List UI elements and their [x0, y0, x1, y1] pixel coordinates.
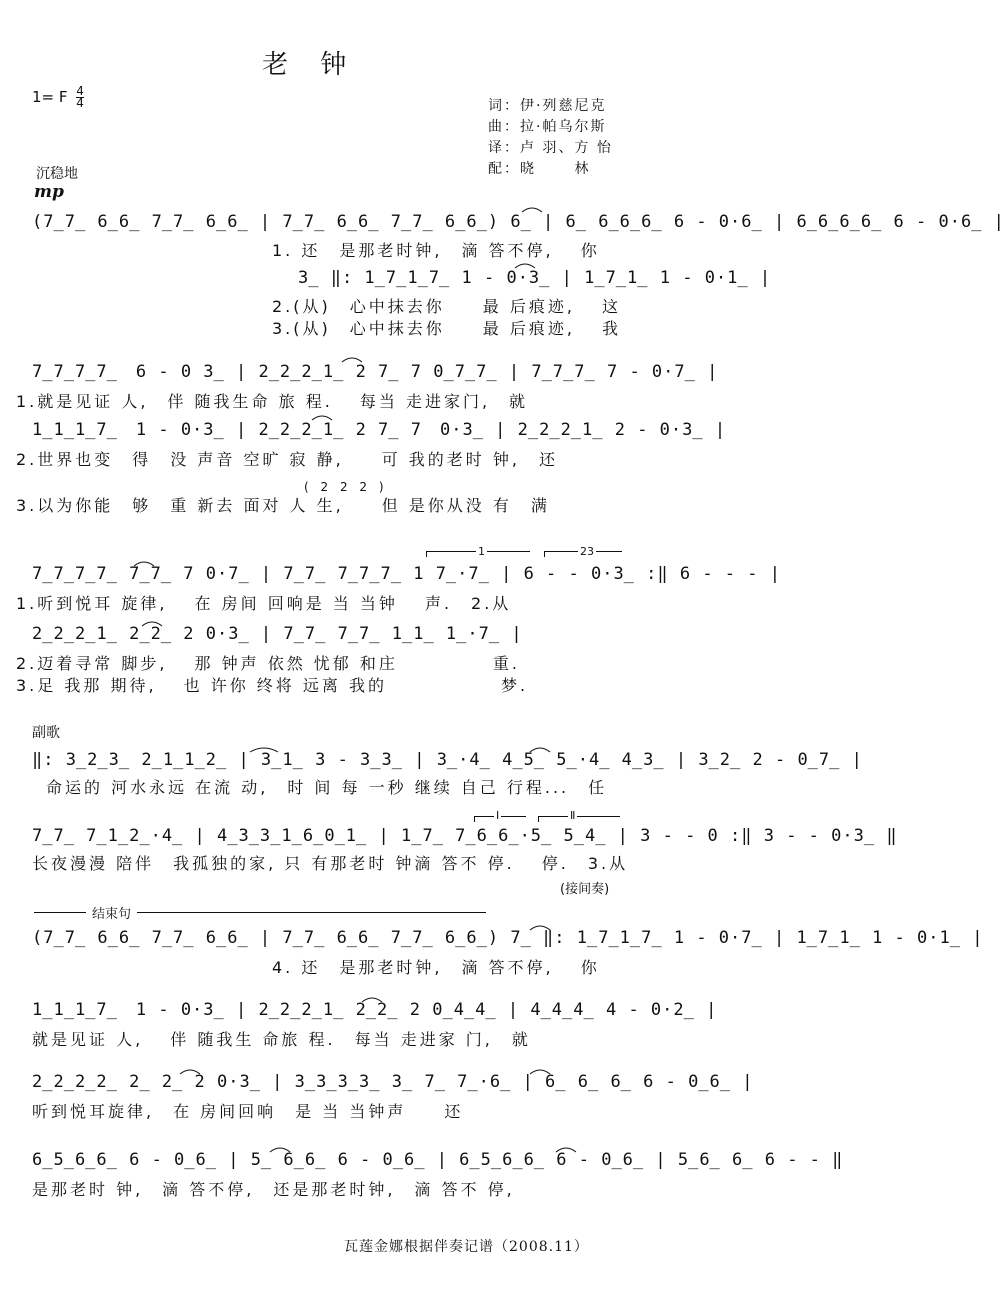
slur — [342, 358, 362, 362]
slur — [530, 926, 550, 930]
slur — [180, 1070, 200, 1074]
lyric-line: 听到悦耳旋律, 在 房间回响 是 当 当钟声 还 — [32, 1102, 464, 1121]
slur — [556, 1148, 576, 1152]
notation-line: 3̲ ‖: 1̲7̲1̲7̲ 1 - 0·3̲ | 1̲7̲1̲ 1 - 0·1̲ | — [298, 268, 772, 288]
ending-2-numeral: Ⅱ — [570, 809, 576, 822]
ending-1-numeral: Ⅰ — [496, 809, 500, 822]
page-title: 老 钟 — [262, 50, 359, 80]
credit-arrangement: 配：晓 林 — [488, 161, 591, 177]
time-denominator: 4 — [76, 96, 84, 110]
credit-translation: 译：卢 羽、方 怡 — [488, 140, 613, 156]
lyric-alternate-notes: ( 2 2 2 ) — [304, 480, 388, 494]
notation-line: 7̲7̲7̲7̲ 7̲7̲ 7 0·7̲ | 7̲7̲ 7̲7̲7̲ 1 7̲·7̲ | 6 - - 0·3̲ :‖ 6 - - - | — [32, 564, 781, 584]
notation-line: ‖: 3̲2̲3̲ 2̲1̲1̲2̲ | 3̲1̲ 3 - 3̲3̲ | 3̲·4̲ 4̲5̲ 5̲·4̲ 4̲3̲ | 3̲2̲ 2 - 0̲7̲ | — [32, 750, 863, 770]
lyric-line: 1.听到悦耳 旋律, 在 房间 回响是 当 当钟 声. 2.从 — [16, 594, 512, 613]
lyric-line: 就是见证 人, 伴 随我生 命旅 程. 每当 走进家 门, 就 — [32, 1030, 531, 1049]
dynamic-mark: mp — [34, 182, 64, 202]
lyric-line: 命运的 河水永远 在流 动, 时 间 每 一秒 继续 自己 行程... 任 — [46, 778, 608, 797]
slur — [134, 562, 154, 566]
credit-music: 曲：拉·帕乌尔斯 — [488, 119, 607, 135]
lyric-line: 长夜漫漫 陪伴 我孤独的家, 只 有那老时 钟滴 答不 停. 停. 3.从 — [32, 854, 629, 873]
slur — [362, 998, 382, 1002]
notation-line: 1̲1̲1̲7̲ 1 - 0·3̲ | 2̲2̲2̲1̲ 2 7̲ 7 0·3̲ | 2̲2̲2̲1̲ 2 - 0·3̲ | — [32, 420, 727, 440]
slur — [530, 1070, 550, 1074]
slur — [142, 622, 162, 626]
slur — [530, 748, 550, 752]
slur — [250, 748, 278, 752]
lyric-line: 3.(从) 心中抹去你 最 后痕迹, 我 — [272, 319, 622, 338]
lyric-line: 3.以为你能 够 重 新去 面对 人 生, 但 是你从没 有 满 — [16, 496, 550, 515]
notation-line: 7̲7̲7̲7̲ 6 - 0 3̲ | 2̲2̲2̲1̲ 2 7̲ 7 0̲7̲7̲ | 7̲7̲7̲ 7 - 0·7̲ | — [32, 362, 719, 382]
key-label: 1= F — [32, 88, 68, 106]
lyric-line: 2.迈着寻常 脚步, 那 钟声 依然 忧郁 和庄 重. — [16, 654, 520, 673]
lyric-line: 1. 还 是那老时钟, 滴 答不停, 你 — [272, 241, 600, 260]
notation-line: 7̲7̲ 7̲1̲2̲·4̲ | 4̲3̲3̲1̲6̲0̲1̲ | 1̲7̲ 7̲6̲6̲·5̲ 5̲4̲ | 3 - - 0 :‖ 3 - - 0·3̲ ‖ — [32, 826, 898, 846]
ending-section-label: 结束句 — [86, 903, 137, 922]
first-ending-number: 1 — [478, 545, 485, 558]
notation-line: 2̲2̲2̲1̲ 2̲2̲ 2 0·3̲ | 7̲7̲ 7̲7̲ 1̲1̲ 1̲·7̲ | — [32, 624, 523, 644]
slur — [270, 1148, 290, 1152]
lyric-line: 4. 还 是那老时钟, 滴 答不停, 你 — [272, 958, 600, 977]
expression-mark: 沉稳地 — [36, 166, 78, 182]
lyric-line: 2.世界也变 得 没 声音 空旷 寂 静, 可 我的老时 钟, 还 — [16, 450, 558, 469]
transcription-note: 瓦莲金娜根据伴奏记谱（2008.11） — [344, 1239, 589, 1255]
time-numerator: 4 — [76, 84, 84, 98]
slur — [515, 264, 535, 268]
notation-line: 2̲2̲2̲2̲ 2̲ 2̲ 2 0·3̲ | 3̲3̲3̲3̲ 3̲ 7̲ 7̲·6̲ | 6̲ 6̲ 6̲ 6 - 0̲6̲ | — [32, 1072, 754, 1092]
credit-lyrics: 词：伊·列慈尼克 — [488, 98, 607, 114]
notation-line: 6̲5̲6̲6̲ 6 - 0̲6̲ | 5̲ 6̲6̲ 6 - 0̲6̲ | 6̲5̲6̲6̲ 6 - 0̲6̲ | 5̲6̲ 6̲ 6 - - ‖ — [32, 1150, 844, 1170]
notation-line: (7̲7̲ 6̲6̲ 7̲7̲ 6̲6̲ | 7̲7̲ 6̲6̲ 7̲7̲ 6̲6̲) 7̲ ‖: 1̲7̲1̲7̲ 1 - 0·7̲ | 1̲7̲1̲ 1 - 0·1̲ | — [32, 928, 984, 948]
second-ending-number: 23 — [580, 545, 594, 558]
section-label: 副歌 — [32, 725, 60, 741]
slur — [522, 208, 542, 212]
lyric-line: 是那老时 钟, 滴 答不停, 还是那老时钟, 滴 答不 停, — [32, 1180, 515, 1199]
notation-line: (7̲7̲ 6̲6̲ 7̲7̲ 6̲6̲ | 7̲7̲ 6̲6̲ 7̲7̲ 6̲6̲) 6̲ | 6̲ 6̲6̲6̲ 6 - 0·6̲ | 6̲6̲6̲6̲ 6 - 0·6̲ | — [32, 212, 1005, 232]
interlude-note: (接间奏) — [560, 882, 610, 897]
lyric-line: 1.就是见证 人, 伴 随我生命 旅 程. 每当 走进家门, 就 — [16, 392, 529, 411]
notation-line: 1̲1̲1̲7̲ 1 - 0·3̲ | 2̲2̲2̲1̲ 2̲2̲ 2 0̲4̲4̲ | 4̲4̲4̲ 4 - 0·2̲ | — [32, 1000, 718, 1020]
slur — [312, 416, 332, 420]
lyric-line: 2.(从) 心中抹去你 最 后痕迹, 这 — [272, 297, 622, 316]
lyric-line: 3.足 我那 期待, 也 许你 终将 远离 我的 梦. — [16, 676, 529, 695]
